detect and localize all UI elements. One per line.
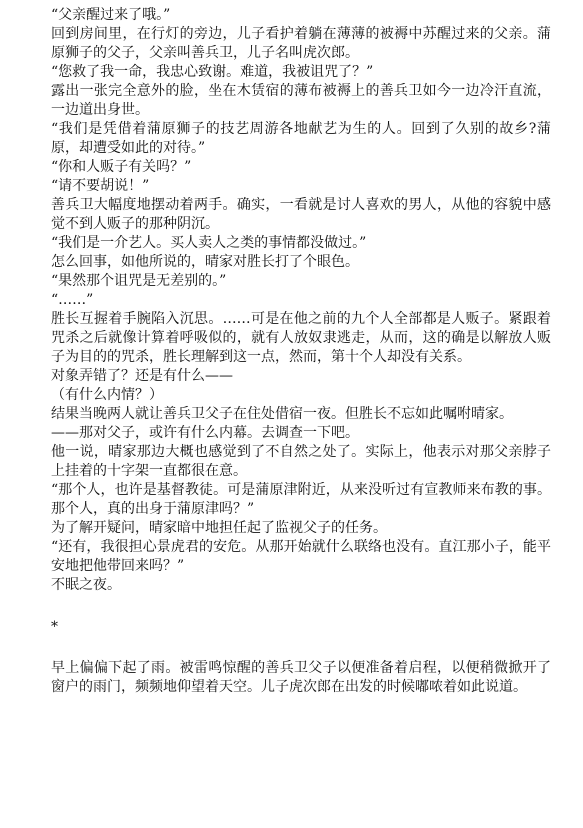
paragraph: 回到房间里，在行灯的旁边，儿子看护着躺在薄薄的被褥中苏醒过来的父亲。蒲原狮子的父子，父亲叫善兵卫，儿子名叫虎次郎。 bbox=[51, 26, 551, 61]
paragraph: “我们是一介艺人。买人卖人之类的事情都没做过。” bbox=[51, 235, 367, 251]
paragraph: 结果当晚两人就让善兵卫父子在住处借宿一夜。但胜长不忘如此嘱咐晴家。 bbox=[51, 406, 513, 422]
paragraph: “那个人，也许是基督教徒。可是蒲原津附近，从来没听过有宣教师来布教的事。那个人，真的出身于蒲原津吗？” bbox=[51, 482, 551, 517]
paragraph: 他一说，晴家那边大概也感觉到了不自然之处了。实际上，他表示对那父亲脖子上挂着的十字架一直都很在意。 bbox=[51, 444, 551, 479]
paragraph: “你和人贩子有关吗？” bbox=[51, 159, 192, 175]
paragraph: “……” bbox=[51, 292, 94, 308]
paragraph: 不眠之夜。 bbox=[51, 577, 121, 593]
paragraph: 怎么回事，如他所说的，晴家对胜长打了个眼色。 bbox=[51, 254, 359, 270]
paragraph: ——那对父子，或许有什么内幕。去调查一下吧。 bbox=[51, 425, 359, 441]
paragraph: “还有，我很担心景虎君的安危。从那开始就什么联络也没有。直江那小子，能平安地把他带回来吗？” bbox=[51, 539, 551, 574]
paragraph: 露出一张完全意外的脸，坐在木赁宿的薄布被褥上的善兵卫如今一边冷汗直流，一边道出身世。 bbox=[51, 83, 551, 118]
paragraph: （有什么内情？） bbox=[51, 387, 163, 403]
section-separator: * bbox=[51, 619, 58, 635]
paragraph: 早上偏偏下起了雨。被雷鸣惊醒的善兵卫父子以便准备着启程，以便稍微掀开了窗户的雨门，频频地仰望着天空。儿子虎次郎在出发的时候嘟哝着如此说道。 bbox=[51, 660, 551, 695]
paragraph: “父亲醒过来了哦。” bbox=[51, 7, 171, 23]
paragraph: “我们是凭借着蒲原狮子的技艺周游各地献艺为生的人。回到了久别的故乡?蒲原，却遭受如此的对待。” bbox=[51, 121, 551, 156]
paragraph: “请不要胡说！” bbox=[51, 178, 150, 194]
document-page bbox=[51, 6, 551, 697]
paragraph: 对象弄错了？还是有什么—— bbox=[51, 368, 233, 384]
paragraph: 为了解开疑问，晴家暗中地担任起了监视父子的任务。 bbox=[51, 520, 387, 536]
paragraph: “果然那个诅咒是无差别的。” bbox=[51, 273, 227, 289]
paragraph: 胜长互握着手腕陷入沉思。……可是在他之前的九个人全部都是人贩子。紧跟着咒杀之后就像计算着呼吸似的，就有人放奴隶逃走，从而，这的确是以解放人贩子为目的的咒杀，胜长理解到这一点，然而，第十个人却没有关系。 bbox=[51, 311, 551, 365]
document-body-before bbox=[51, 6, 551, 595]
paragraph: 善兵卫大幅度地摆动着两手。确实，一看就是讨人喜欢的男人，从他的容貌中感觉不到人贩子的那种阴沉。 bbox=[51, 197, 551, 232]
document-body-after bbox=[51, 659, 551, 697]
paragraph: “您救了我一命，我忠心致谢。难道，我被诅咒了？” bbox=[51, 64, 374, 80]
